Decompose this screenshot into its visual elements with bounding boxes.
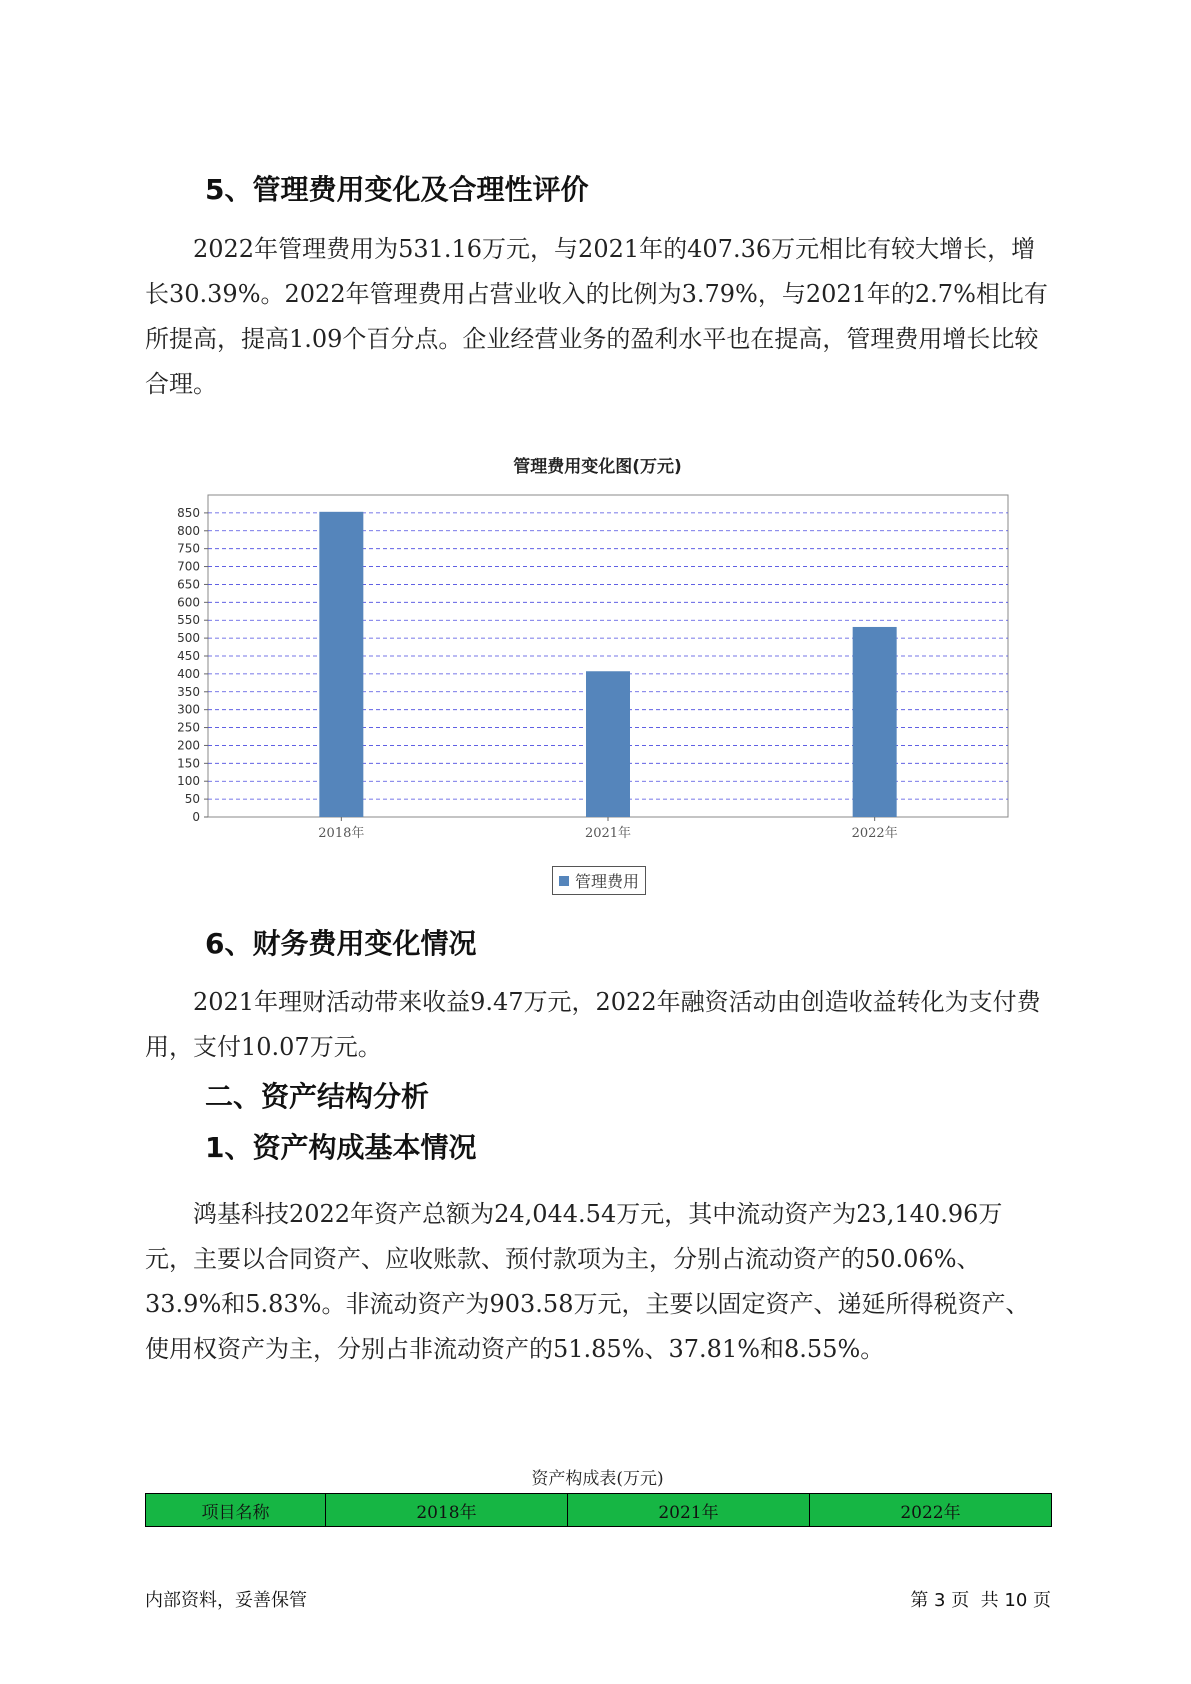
bar-2022年 [853, 627, 897, 817]
y-tick-label: 850 [177, 505, 200, 520]
y-tick-label: 750 [177, 541, 200, 556]
header-2018: 2018年 [326, 1494, 568, 1527]
asset-table-caption: 资产构成表(万元) [531, 1469, 664, 1489]
y-tick-label: 650 [177, 577, 200, 592]
y-tick-label: 600 [177, 595, 200, 610]
y-tick-label: 100 [177, 774, 200, 789]
footer-page-number: 第 3 页 共 10 页 [910, 1590, 1051, 1611]
section-1-heading: 1、资产构成基本情况 [205, 1131, 477, 1164]
header-2021: 2021年 [568, 1494, 810, 1527]
section-5-heading: 5、管理费用变化及合理性评价 [205, 173, 589, 206]
y-tick-label: 350 [177, 684, 200, 699]
y-tick-label: 150 [177, 756, 200, 771]
part-2-heading: 二、资产结构分析 [205, 1080, 430, 1113]
y-tick-label: 400 [177, 666, 200, 681]
legend-label: 管理费用 [575, 872, 640, 891]
header-item-name: 项目名称 [146, 1494, 326, 1527]
bar-2018年 [319, 512, 363, 817]
y-tick-label: 50 [184, 792, 200, 807]
section-6-heading: 6、财务费用变化情况 [205, 927, 477, 960]
management-expense-bar-chart [140, 488, 1030, 841]
section-5-paragraph: 2022年管理费用为531.16万元，与2021年的407.36万元相比有较大增长，增长30.39%。2022年管理费用占营业收入的比例为3.79%，与2021年的2.7%相比有所提高，提高1.09个百分点。企业经营业务的盈利水平也在提高，管理费用增长比较合理。 [145, 235, 1048, 398]
y-tick-label: 250 [177, 720, 200, 735]
x-tick-label: 2018年 [318, 826, 365, 841]
y-tick-label: 550 [177, 613, 200, 628]
footer-confidential-note: 内部资料，妥善保管 [145, 1590, 307, 1611]
y-tick-label: 450 [177, 649, 200, 663]
x-tick-label: 2021年 [584, 826, 632, 841]
y-tick-label: 800 [177, 523, 200, 538]
asset-composition-table [145, 1493, 1052, 1527]
y-tick-label: 300 [177, 702, 200, 717]
chart-title: 管理费用变化图(万元) [513, 457, 682, 477]
chart-legend [552, 866, 646, 895]
table-header-row [146, 1494, 1052, 1527]
y-tick-label: 200 [177, 738, 200, 753]
section-6-paragraph: 2021年理财活动带来收益9.47万元，2022年融资活动由创造收益转化为支付费用，支付10.07万元。 [145, 988, 1041, 1061]
legend-swatch [559, 876, 569, 886]
header-2022: 2022年 [810, 1494, 1052, 1527]
section-1-paragraph: 鸿基科技2022年资产总额为24,044.54万元，其中流动资产为23,140.96万元，主要以合同资产、应收账款、预付款项为主，分别占流动资产的50.06%、33.9%和5.83%。非流动资产为903.58万元，主要以固定资产、递延所得税资产、使用权资产为主，分别占非流动资产的51.85%、37.81%和8.55%。 [145, 1200, 1030, 1363]
y-tick-label: 500 [177, 631, 200, 646]
y-tick-label: 0 [192, 810, 200, 824]
bar-2021年 [586, 671, 630, 817]
y-tick-label: 700 [177, 559, 200, 574]
x-tick-label: 2022年 [851, 826, 898, 841]
